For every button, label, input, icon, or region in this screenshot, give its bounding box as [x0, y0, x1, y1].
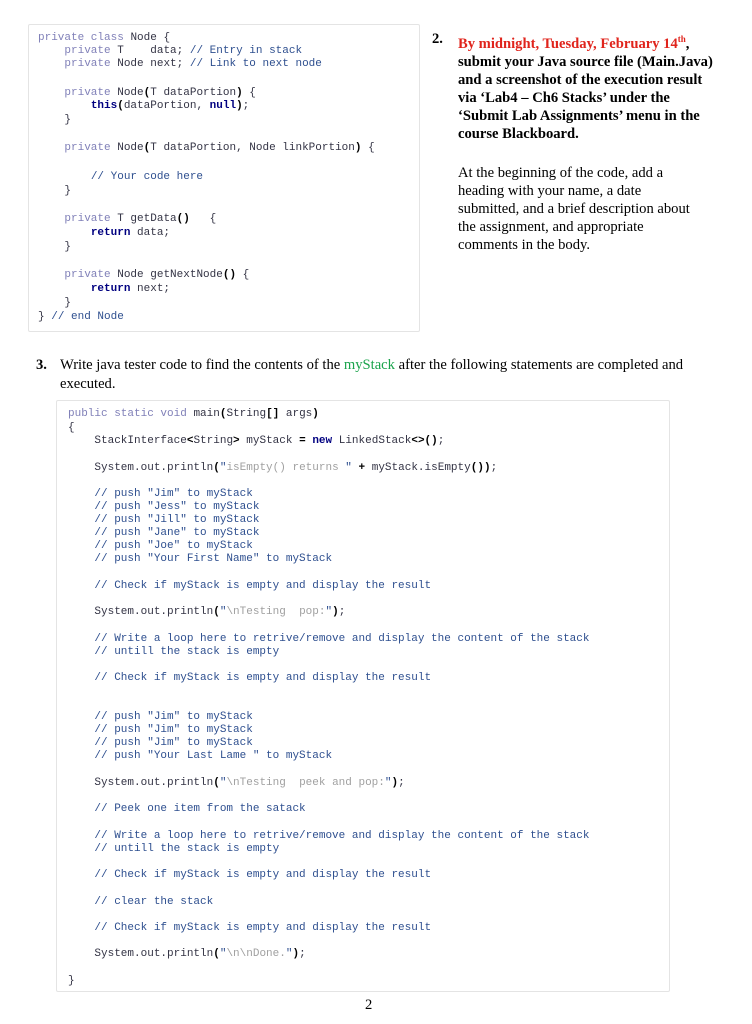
- main-code-line: // push "Your First Name" to myStack: [94, 553, 333, 565]
- mystack-highlight: myStack: [343, 357, 395, 373]
- node-code-line: private Node(T dataPortion, Node linkPortion) {: [64, 142, 375, 154]
- deadline-text: By midnight, Tuesday, February 14: [458, 35, 678, 52]
- main-code-line: public static void main(String[] args): [68, 408, 319, 420]
- main-code-line: // Check if myStack is empty and display the result: [94, 922, 432, 934]
- main-code-line: // push "Jim" to myStack: [94, 737, 253, 749]
- main-code-line: // untill the stack is empty: [94, 646, 280, 658]
- main-code-line: // Check if myStack is empty and display the result: [94, 580, 432, 592]
- main-code-line: // push "Your Last Lame " to myStack: [94, 750, 333, 762]
- main-code-line: // Write a loop here to retrive/remove and display the content of the stack: [94, 633, 590, 645]
- instruction-2-body: At the beginning of the code, add a heading with your name, a date submitted, and a brief description about the assignment, and appropriate comments in the body.: [458, 165, 690, 253]
- question-3-text-after: after the following statements are completed and executed.: [60, 357, 684, 392]
- node-code-line: }: [64, 114, 72, 126]
- main-code-line: System.out.println("\nTesting peek and pop:");: [94, 777, 405, 789]
- main-code-line: // push "Joe" to myStack: [94, 540, 253, 552]
- main-code-line: System.out.println("\nTesting pop:");: [94, 606, 346, 618]
- main-code-line: // push "Jane" to myStack: [94, 527, 260, 539]
- node-code-line: }: [64, 185, 72, 197]
- node-code-line: private Node(T dataPortion) {: [64, 87, 256, 99]
- main-code-line: // push "Jim" to myStack: [94, 488, 253, 500]
- main-code-line: // Peek one item from the satack: [94, 803, 306, 815]
- page-number: 2: [365, 997, 373, 1013]
- node-code-line: this(dataPortion, null);: [90, 100, 250, 112]
- main-code-line: // clear the stack: [94, 896, 214, 908]
- deadline-sup: th: [677, 34, 686, 44]
- node-code-line: private T getData() {: [64, 213, 217, 225]
- main-code-line: System.out.println("\n\nDone.");: [94, 948, 306, 960]
- node-code-line: return data;: [90, 227, 171, 239]
- main-code-line: // Check if myStack is empty and display the result: [94, 672, 432, 684]
- node-code-line: private Node next; // Link to next node: [64, 58, 322, 70]
- main-code-line: // push "Jess" to myStack: [94, 501, 260, 513]
- submission-text: , submit your Java source file (Main.Java) and a screenshot of the execution result via ‘Lab4 – Ch6 Stacks’ under the ‘Submit Lab Assignments’ menu in the course Blackboard.: [458, 35, 713, 142]
- main-method-code-block: [56, 400, 670, 992]
- node-code-line: private class Node {: [38, 32, 171, 44]
- node-code-line: return next;: [90, 283, 171, 295]
- node-code-line: }: [64, 297, 72, 309]
- question-3-text-before: Write java tester code to find the contents of the: [60, 357, 344, 373]
- main-code-line: }: [68, 975, 75, 987]
- node-code-line: }: [64, 241, 72, 253]
- node-code-line: private Node getNextNode() {: [64, 269, 250, 281]
- instruction-2: [432, 30, 722, 143]
- instruction-2-deadline: [458, 30, 722, 143]
- main-code-line: StackInterface<String> myStack = new LinkedStack<>();: [94, 435, 445, 447]
- main-code-line: // push "Jill" to myStack: [94, 514, 260, 526]
- main-code-line: // push "Jim" to myStack: [94, 711, 253, 723]
- node-code-line: private T data; // Entry in stack: [64, 45, 303, 57]
- question-3: [36, 356, 716, 393]
- question-3-number: 3.: [36, 357, 47, 373]
- main-code-line: // Write a loop here to retrive/remove and display the content of the stack: [94, 830, 590, 842]
- main-code-line: // Check if myStack is empty and display the result: [94, 869, 432, 881]
- node-code-line: } // end Node: [38, 311, 124, 323]
- question-3-text: [60, 356, 716, 393]
- instruction-2-number: 2.: [432, 31, 443, 47]
- main-code-line: {: [68, 422, 75, 434]
- main-code-line: // untill the stack is empty: [94, 843, 280, 855]
- node-code-line: // Your code here: [90, 171, 204, 183]
- main-code-line: // push "Jim" to myStack: [94, 724, 253, 736]
- main-code-line: System.out.println("isEmpty() returns " + myStack.isEmpty());: [94, 462, 498, 474]
- node-class-code-block: [28, 24, 420, 332]
